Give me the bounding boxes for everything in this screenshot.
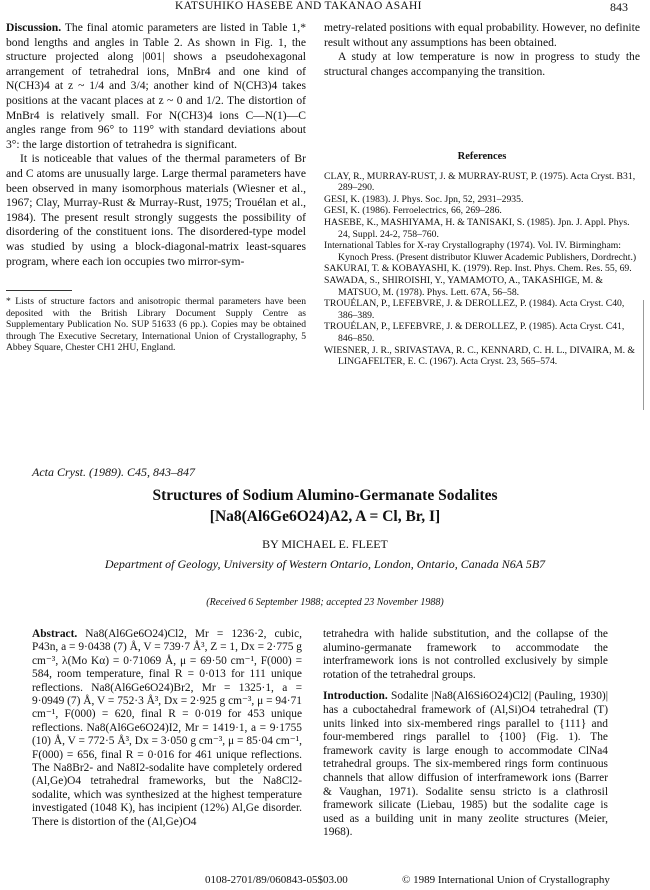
reference-item: TROUÉLAN, P., LEFEBVRE, J. & DEROLLEZ, P. (1984). Acta Cryst. C40, 386–389.	[324, 298, 625, 321]
upper-left-column	[6, 21, 306, 269]
article-citation: Acta Cryst. (1989). C45, 843–847	[32, 465, 195, 479]
thermal-parameters-paragraph: It is noticeable that values of the thermal parameters of Br and C atoms are unusually large. Large thermal parameters have been observed in many isomorphous materials (Wiesner et al., 1967; Clay, Murray-Rust & Murray-Rust, 1975; Trouélan et al., 1984). The present result strongly suggests the possibility of disordering of the constituent ions. The disordered-type model was studied by using a block-diagonal-matrix least-squares program, where each ion occupies two mirror-sym-	[6, 152, 306, 268]
continued-paragraph: metry-related positions with equal probability. However, no definite result without any assumptions has been obtained.	[324, 21, 640, 49]
issn-code: 0108-2701/89/060843-05$03.00	[205, 874, 348, 886]
article-author: BY MICHAEL E. FLEET	[262, 537, 388, 551]
introduction-heading: Introduction.	[323, 690, 388, 703]
discussion-text: The final atomic parameters are listed in Table 1,* bond lengths and angles in Table 2. As shown in Fig. 1, the structure projected along |001| shows a pseudohexagonal arrangement of tetrahedral ions, MnBr4 and one kind of N(CH3)4 at z ~ 1/4 and 3/4; another kind of N(CH3)4 takes positions at the vacant places at z ~ 0 and 1/2. The distortion of MnBr4 is relatively small. For N(CH3)4 ions C—N(1)—C angles range from 96° to 119° with standard deviations about 3°: the large distortion of tetrahedra is significant.	[6, 21, 306, 151]
reference-item: SAWADA, S., SHIROISHI, Y., YAMAMOTO, A., TAKASHIGE, M. & MATSUO, M. (1978). Phys. Lett. 67A, 56–58.	[324, 274, 603, 298]
page-number: 843	[610, 0, 628, 14]
reference-item: HASEBE, K., MASHIYAMA, H. & TANISAKI, S. (1985). Jpn. J. Appl. Phys. 24, Suppl. 24-2, 758–760.	[324, 216, 630, 240]
article-title-formula: [Na8(Al6Ge6O24)A2, A = Cl, Br, I]	[209, 508, 441, 525]
article-title: Structures of Sodium Alumino-Germanate Sodalites	[152, 487, 498, 504]
copyright: © 1989 International Union of Crystallography	[402, 874, 610, 886]
references-section	[324, 150, 640, 368]
abstract-column	[32, 628, 302, 829]
reference-item: GESI, K. (1986). Ferroelectrics, 66, 269–286.	[324, 205, 502, 217]
abstract-continued: tetrahedra with halide substitution, and the collapse of the alumino-germanate framework to accommodate the interframework ions is not controlled exclusively by simple rotation of the tetrahedral groups.	[323, 628, 608, 681]
introduction-paragraph	[323, 690, 608, 840]
running-head	[0, 0, 650, 16]
footnote-rule	[6, 290, 72, 291]
discussion-heading: Discussion.	[6, 21, 62, 34]
footnote: * Lists of structure factors and anisotropic thermal parameters have been deposited with the British Library Document Supply Centre as Supplementary Publication No. SUP 51633 (6 pp.). Copies may be obtained through The Executive Secretary, International Union of Crystallography, 5 Abbey Square, Chester CH1 2HU, England.	[6, 296, 306, 354]
reference-item: GESI, K. (1983). J. Phys. Soc. Jpn, 52, 2931–2935.	[324, 193, 524, 205]
reference-item: International Tables for X-ray Crystallography (1974). Vol. IV. Birmingham: Kynoch Press. (Present distributor Kluwer Academic Publishers, Dordrecht.)	[324, 240, 637, 263]
upper-right-column	[324, 21, 640, 79]
article-received: (Received 6 September 1988; accepted 23 November 1988)	[206, 597, 444, 608]
references-heading: References	[457, 151, 507, 162]
reference-item: TROUÉLAN, P., LEFEBVRE, J. & DEROLLEZ, P. (1985). Acta Cryst. C41, 846–850.	[324, 321, 625, 344]
article-affiliation: Department of Geology, University of Western Ontario, London, Ontario, Canada N6A 5B7	[104, 557, 546, 571]
introduction-text: Sodalite |Na8(Al6Si6O24)Cl2| (Pauling, 1930)| has a cuboctahedral framework of (Al,Si)O4 tetrahedral (T) units linked into six-membered rings parallel to {111} and four-membered rings parallel to {100} (Fig. 1). The framework cavity is large enough to accommodate ClNa4 tetrahedral groups. The six-membered rings form continuous channels that allow diffusion of interframework ions (Barrer & Vaughan, 1971). Sodalite sensu stricto is a clathrosil framework silicate (Liebau, 1985) but the sodalite cage is used as a building unit in many zeolite structures (Meier, 1968).	[323, 690, 608, 839]
discussion-paragraph	[6, 21, 306, 152]
low-temperature-paragraph: A study at low temperature is now in progress to study the structural changes accompanying the transition.	[324, 50, 640, 78]
abstract-heading: Abstract.	[32, 628, 78, 640]
reference-item: CLAY, R., MURRAY-RUST, J. & MURRAY-RUST, P. (1975). Acta Cryst. B31, 289–290.	[324, 170, 636, 194]
introduction-column	[323, 628, 608, 840]
margin-mark	[643, 300, 644, 410]
reference-item: WIESNER, J. R., SRIVASTAVA, R. C., KENNARD, C. H. L., DIVAIRA, M. & LINGAFELTER, E. C. (1967). Acta Cryst. 23, 565–574.	[324, 344, 635, 368]
abstract-paragraph	[32, 628, 302, 829]
abstract-text: Na8(Al6Ge6O24)Cl2, Mr = 1236·2, cubic, P43n, a = 9·0438 (7) Å, V = 739·7 Å³, Z = 1, Dx = 2·775 g cm⁻³, λ(Mo Kα) = 0·71069 Å, μ = 69·50 cm⁻¹, F(000) = 584, room temperature, final R = 0·013 for 111 unique reflections. Na8(Al6Ge6O24)Br2, Mr = 1325·1, a = 9·0949 (7) Å, V = 752·3 Å³, Dx = 2·925 g cm⁻³, μ = 94·71 cm⁻¹, F(000) = 620, final R = 0·019 for 453 unique reflections. Na8(Al6Ge6O24)I2, Mr = 1419·1, a = 9·1755 (10) Å, V = 772·5 Å³, Dx = 3·050 g cm⁻³, μ = 85·04 cm⁻¹, F(000) = 656, final R = 0·016 for 461 unique reflections. The Na8Br2- and Na8I2-sodalite have completely ordered (Al,Ge)O4 tetrahedral frameworks, but the Na8Cl2-sodalite, which was synthesized at the highest temperature investigated (1048 K), has incipient (12%) Al,Ge disorder. There is distortion of the (Al,Ge)O4	[32, 628, 302, 828]
reference-item: SAKURAI, T. & KOBAYASHI, K. (1979). Rep. Inst. Phys. Chem. Res. 55, 69.	[324, 263, 632, 275]
running-head-title: KATSUHIKO HASEBE AND TAKANAO ASAHI	[175, 0, 422, 12]
